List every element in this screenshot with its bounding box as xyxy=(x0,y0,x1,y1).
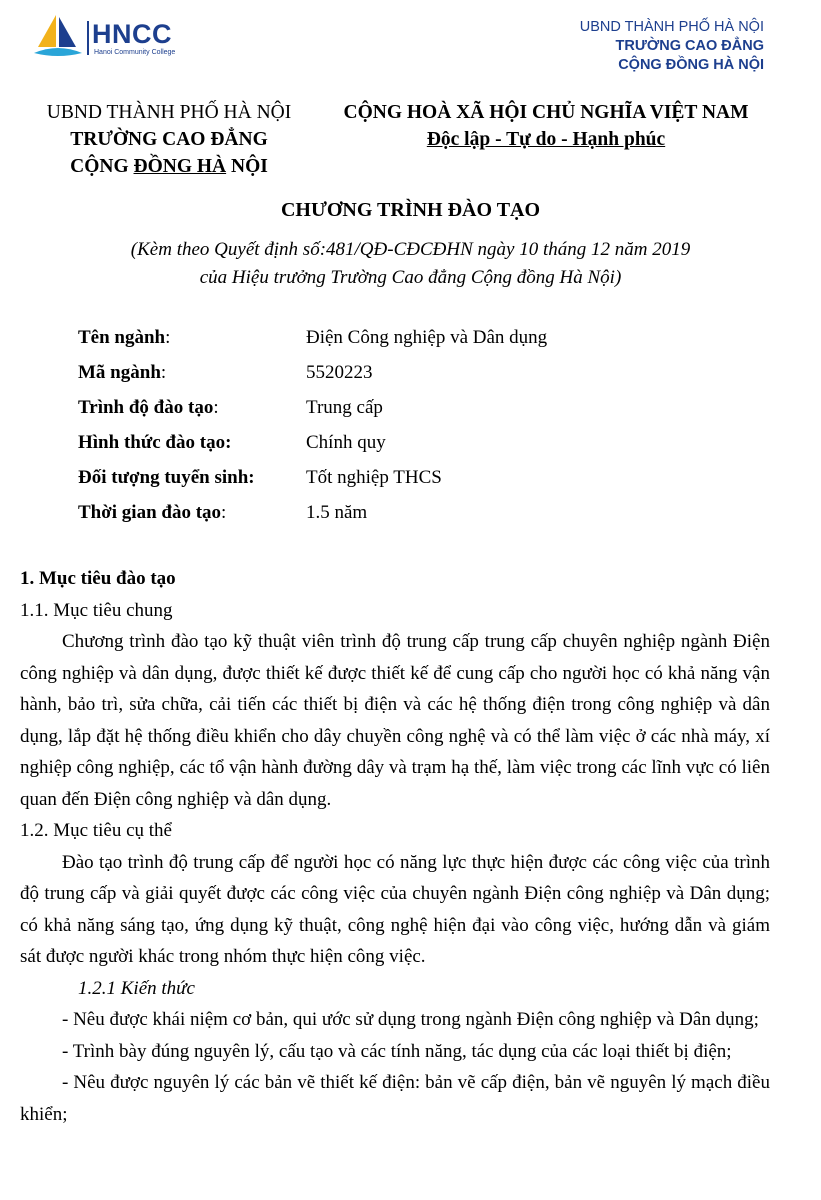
info-label: Trình độ đào tạo xyxy=(78,397,214,418)
header-left-line2: TRƯỜNG CAO ĐẲNG xyxy=(70,129,268,150)
header-left xyxy=(34,99,304,180)
info-value: Điện Công nghiệp và Dân dụng xyxy=(306,327,548,348)
bullet-item: - Trình bày đúng nguyên lý, cấu tạo và các tính năng, tác dụng của các loại thiết bị điện; xyxy=(62,1040,732,1062)
info-label: Thời gian đào tạo xyxy=(78,502,222,523)
info-label: Hình thức đào tạo: xyxy=(78,432,232,453)
info-label: Mã ngành xyxy=(78,362,161,383)
document-title: CHƯƠNG TRÌNH ĐÀO TẠO xyxy=(280,199,541,221)
national-title: CỘNG HOÀ XÃ HỘI CHỦ NGHĨA VIỆT NAM xyxy=(343,102,749,123)
subsection-specific: 1.2. Mục tiêu cụ thể xyxy=(20,820,172,841)
section-heading: 1. Mục tiêu đào tạo xyxy=(20,568,176,589)
document-subtitle xyxy=(0,236,821,292)
logo-tagline: Hanoi Community College xyxy=(94,49,176,56)
bullet-item: - Nêu được nguyên lý các bản vẽ thiết kế điện: bản vẽ cấp điện, bản vẽ nguyên lý mạch điều khiển; xyxy=(20,1072,770,1125)
logo-brand: HNCC xyxy=(92,19,172,49)
top-right-line1: UBND THÀNH PHỐ HÀ NỘI xyxy=(579,19,764,35)
info-value: Trung cấp xyxy=(306,397,383,418)
sail-logo-icon xyxy=(32,13,84,61)
info-value: Chính quy xyxy=(306,432,386,453)
top-right-line2: TRƯỜNG CAO ĐẲNG xyxy=(615,38,764,54)
top-right-line3: CỘNG ĐỒNG HÀ NỘI xyxy=(618,57,764,73)
subtitle-line2: của Hiệu trưởng Trường Cao đẳng Cộng đồng Hà Nội) xyxy=(199,267,622,288)
national-motto: Độc lập - Tự do - Hạnh phúc xyxy=(426,129,666,150)
paragraph-specific: Đào tạo trình độ trung cấp để người học có năng lực thực hiện được các công việc của trình độ trung cấp và giải quyết được các công việc của chuyên ngành Điện công nghiệp và Dân dụng; có khả năng sáng tạo, ứng dụng kỹ thuật, công nghệ hiện đại vào công việc, hướng dẫn và giám sát được người khác trong nhóm thực hiện công việc. xyxy=(20,851,770,967)
bullet-item: - Nêu được khái niệm cơ bản, qui ước sử dụng trong ngành Điện công nghiệp và Dân dụng; xyxy=(62,1009,759,1030)
info-value: Tốt nghiệp THCS xyxy=(306,467,442,488)
logo-divider xyxy=(87,21,89,55)
info-value: 1.5 năm xyxy=(306,502,368,523)
subtitle-line1: (Kèm theo Quyết định số:481/QĐ-CĐCĐHN ngày 10 tháng 12 năm 2019 xyxy=(130,239,691,260)
info-label: Tên ngành xyxy=(78,327,166,348)
header-right xyxy=(330,99,762,153)
subsection-general: 1.1. Mục tiêu chung xyxy=(20,599,173,621)
document-body xyxy=(20,563,770,1130)
info-value: 5520223 xyxy=(306,362,373,383)
subsection-knowledge: 1.2.1 Kiến thức xyxy=(78,977,195,999)
info-label: Đối tượng tuyển sinh: xyxy=(78,467,255,488)
top-right-institution xyxy=(580,18,764,75)
header-left-line3: CỘNG ĐỒNG HÀ NỘI xyxy=(70,156,268,177)
college-logo xyxy=(32,13,182,63)
header-left-line1: UBND THÀNH PHỐ HÀ NỘI xyxy=(46,102,292,123)
paragraph-general: Chương trình đào tạo kỹ thuật viên trình độ trung cấp trung cấp chuyên nghiệp ngành Điện công nghiệp và dân dụng, được thiết kế được thiết kế để cung cấp cho người học có khả năng vận hành, bảo trì, sửa chữa, cải tiến các thiết bị điện và các hệ thống điện trong công nghiệp và dân dụng, lắp đặt hệ thống điều khiển cho dây chuyền công nghệ và có thể làm việc ở các nhà máy, xí nghiệp công nghiệp, các tổ vận hành đường dây và trạm hạ thế, làm việc trong các lĩnh vực có liên quan đến Điện công nghiệp và dân dụng. xyxy=(20,631,770,810)
